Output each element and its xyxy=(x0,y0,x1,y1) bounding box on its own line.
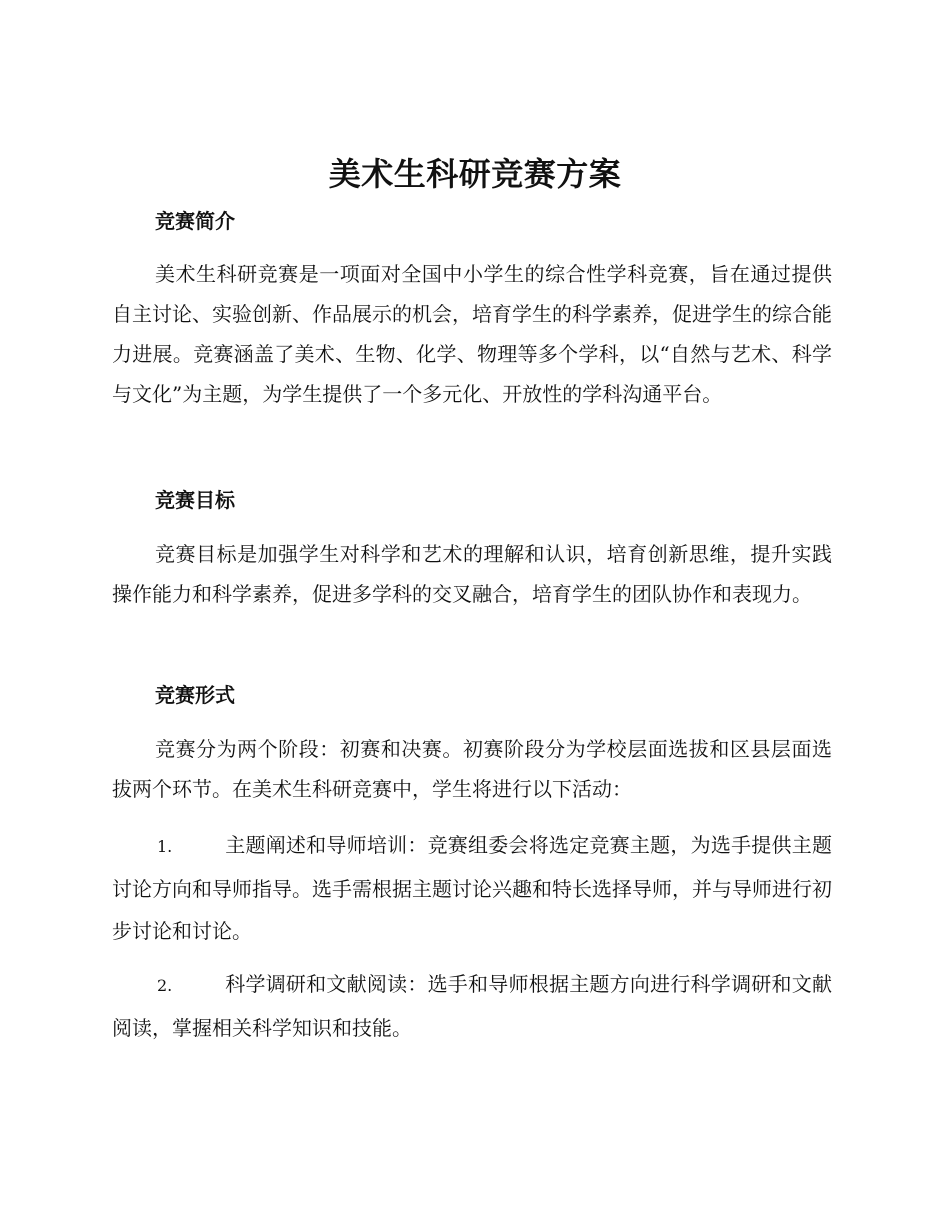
section-paragraph-goals: 竞赛目标是加强学生对科学和艺术的理解和认识，培育创新思维，提升实践操作能力和科学素养，促进多学科的交叉融合，培育学生的团队协作和表现力。 xyxy=(112,542,832,606)
section-heading-intro: 竞赛简介 xyxy=(155,209,235,233)
list-item xyxy=(112,824,832,952)
list-item-number: 1. xyxy=(157,837,173,856)
section-paragraph-intro: 美术生科研竞赛是一项面对全国中小学生的综合性学科竞赛，旨在通过提供自主讨论、实验创新、作品展示的机会，培育学生的科学素养，促进学生的综合能力进展。竞赛涵盖了美术、生物、化学、物理等多个学科，以“自然与艺术、科学与文化”为主题，为学生提供了一个多元化、开放性的学科沟通平台。 xyxy=(112,262,832,406)
list-item-text: 主题阐述和导师培训：竞赛组委会将选定竞赛主题，为选手提供主题讨论方向和导师指导。选手需根据主题讨论兴趣和特长选择导师，并与导师进行初步讨论和讨论。 xyxy=(112,833,832,943)
list-item xyxy=(112,963,832,1049)
section-heading-format: 竞赛形式 xyxy=(155,683,235,707)
document-title: 美术生科研竞赛方案 xyxy=(328,155,622,193)
list-item-number: 2. xyxy=(157,976,173,995)
list-item-text: 科学调研和文献阅读：选手和导师根据主题方向进行科学调研和文献阅读，掌握相关科学知识和技能。 xyxy=(112,972,832,1040)
section-paragraph-format: 竞赛分为两个阶段：初赛和决赛。初赛阶段分为学校层面选拔和区县层面选拔两个环节。在美术生科研竞赛中，学生将进行以下活动： xyxy=(112,737,832,801)
section-heading-goals: 竞赛目标 xyxy=(155,488,235,512)
